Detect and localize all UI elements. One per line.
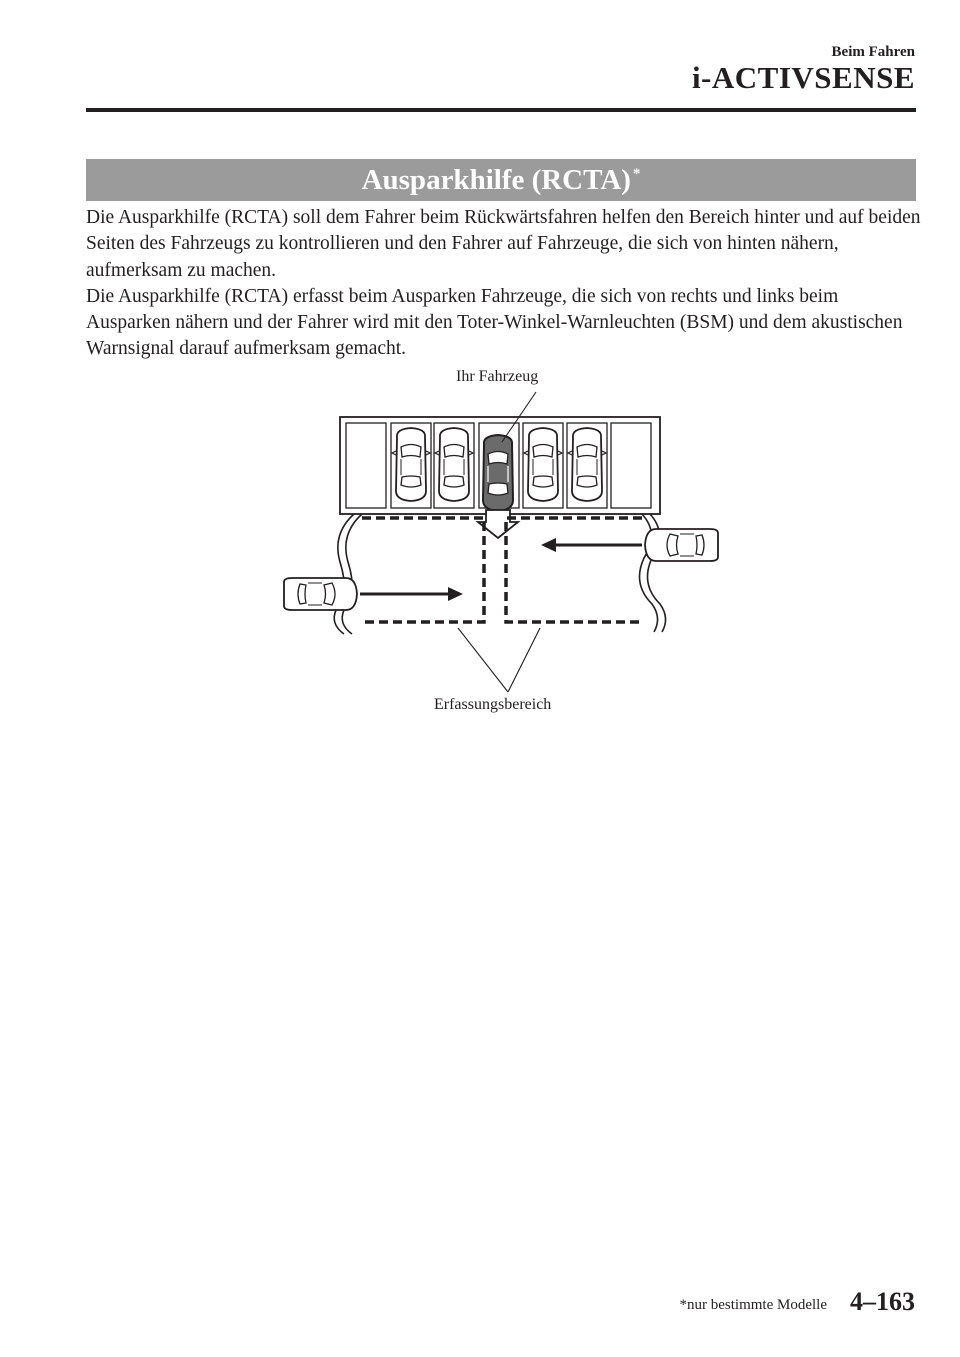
chapter-heading: Beim Fahren (831, 44, 915, 60)
label-own-vehicle: Ihr Fahrzeug (456, 368, 539, 385)
approaching-vehicle-right (645, 529, 718, 561)
header-divider (86, 108, 916, 112)
paragraph: Die Ausparkhilfe (RCTA) soll dem Fahrer beim Rückwärtsfahren helfen den Bereich hinter und auf beiden Seiten des Fahrzeugs zu kontrollieren und den Fahrer auf Fahrzeuge, die sich von hinten nähern, aufmerksam zu machen. (86, 207, 921, 281)
section-heading: i-ACTIVSENSE (691, 60, 915, 95)
arrowhead-icon (541, 538, 556, 552)
leader-line-detection-area (458, 628, 508, 692)
parked-car (435, 428, 473, 501)
topic-title-bar (86, 159, 916, 201)
arrowhead-icon (448, 587, 463, 601)
paragraph: Die Ausparkhilfe (RCTA) erfasst beim Ausparken Fahrzeuge, die sich von rechts und links beim Ausparken nähern und der Fahrer wird mit den Toter-Winkel-Warnleuchten (BSM) und dem akustischen Warnsignal darauf aufmerksam gemacht. (86, 285, 903, 360)
road-edge-left (342, 514, 362, 634)
topic-title: Ausparkhilfe (RCTA) (361, 163, 631, 196)
rcta-diagram (270, 362, 750, 722)
approaching-vehicle-left (284, 578, 357, 610)
parked-car (568, 428, 606, 501)
label-detection-area: Erfassungsbereich (434, 696, 552, 713)
leader-line-detection-area (508, 628, 540, 692)
parked-car (524, 428, 562, 501)
optional-equipment-marker: * (632, 165, 641, 182)
footnote: *nur bestimmte Modelle (679, 1297, 827, 1313)
body-text (86, 205, 926, 363)
page-number: 4–163 (850, 1287, 915, 1316)
own-vehicle (483, 435, 513, 511)
parked-car (392, 428, 430, 501)
